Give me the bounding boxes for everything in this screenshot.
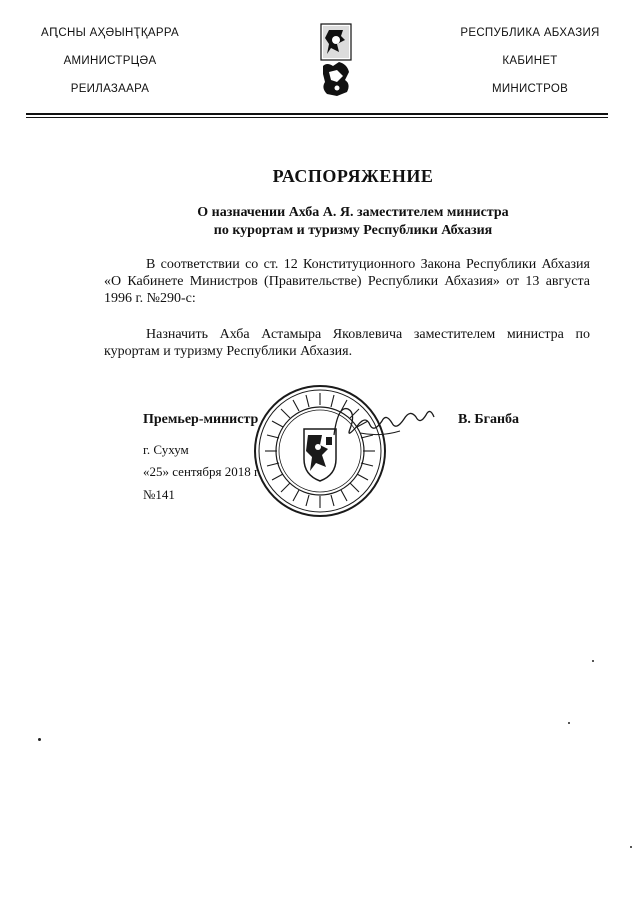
paragraph-legal-basis: В соответствии со ст. 12 Конституционного Закона Республики Абхазия «О Кабинете Министров (Правительстве) Республики Абхазия» от 13 августа 1996 г. №290-с:: [104, 257, 590, 306]
subject-line-1: О назначении Ахба А. Я. заместителем министра: [197, 205, 509, 220]
scan-speck: [38, 738, 41, 741]
scan-speck: [568, 722, 570, 724]
header-left-line-1: АԤСНЫ АҲӘЫНҬҚАРРА: [41, 27, 179, 39]
document-subject: [0, 204, 640, 240]
document-number: №141: [143, 487, 175, 502]
scan-speck: [592, 660, 594, 662]
scan-speck: [630, 846, 632, 848]
header-right-line-1: РЕСПУБЛИКА АБХАЗИЯ: [460, 27, 600, 39]
handwritten-signature-icon: [330, 395, 440, 445]
header-divider-thin: [26, 117, 608, 118]
header-divider-thick: [26, 113, 608, 115]
signatory-name: В. Бганба: [458, 412, 520, 427]
header-right-russian: [450, 26, 610, 110]
subject-line-2: по курортам и туризму Республики Абхазия: [213, 223, 493, 238]
paragraph-appointment: Назначить Ахба Астамыра Яковлевича заместителем министра по курортам и туризму Республики Абхазия.: [104, 327, 590, 359]
state-emblem-icon: [317, 22, 355, 98]
issue-date: «25» сентября 2018 г.: [143, 464, 262, 479]
issue-city: г. Сухум: [143, 442, 189, 457]
document-title: РАСПОРЯЖЕНИЕ: [272, 166, 434, 186]
header-left-line-2: АМИНИСТРЦӘА: [63, 55, 157, 67]
signatory-role: Премьер-министр: [143, 412, 259, 427]
header-right-line-2: КАБИНЕТ: [502, 55, 558, 67]
header-right-line-3: МИНИСТРОВ: [491, 83, 569, 95]
header-left-line-3: РЕИЛАЗААРА: [70, 83, 150, 95]
header-left-abkhaz: [40, 26, 180, 110]
